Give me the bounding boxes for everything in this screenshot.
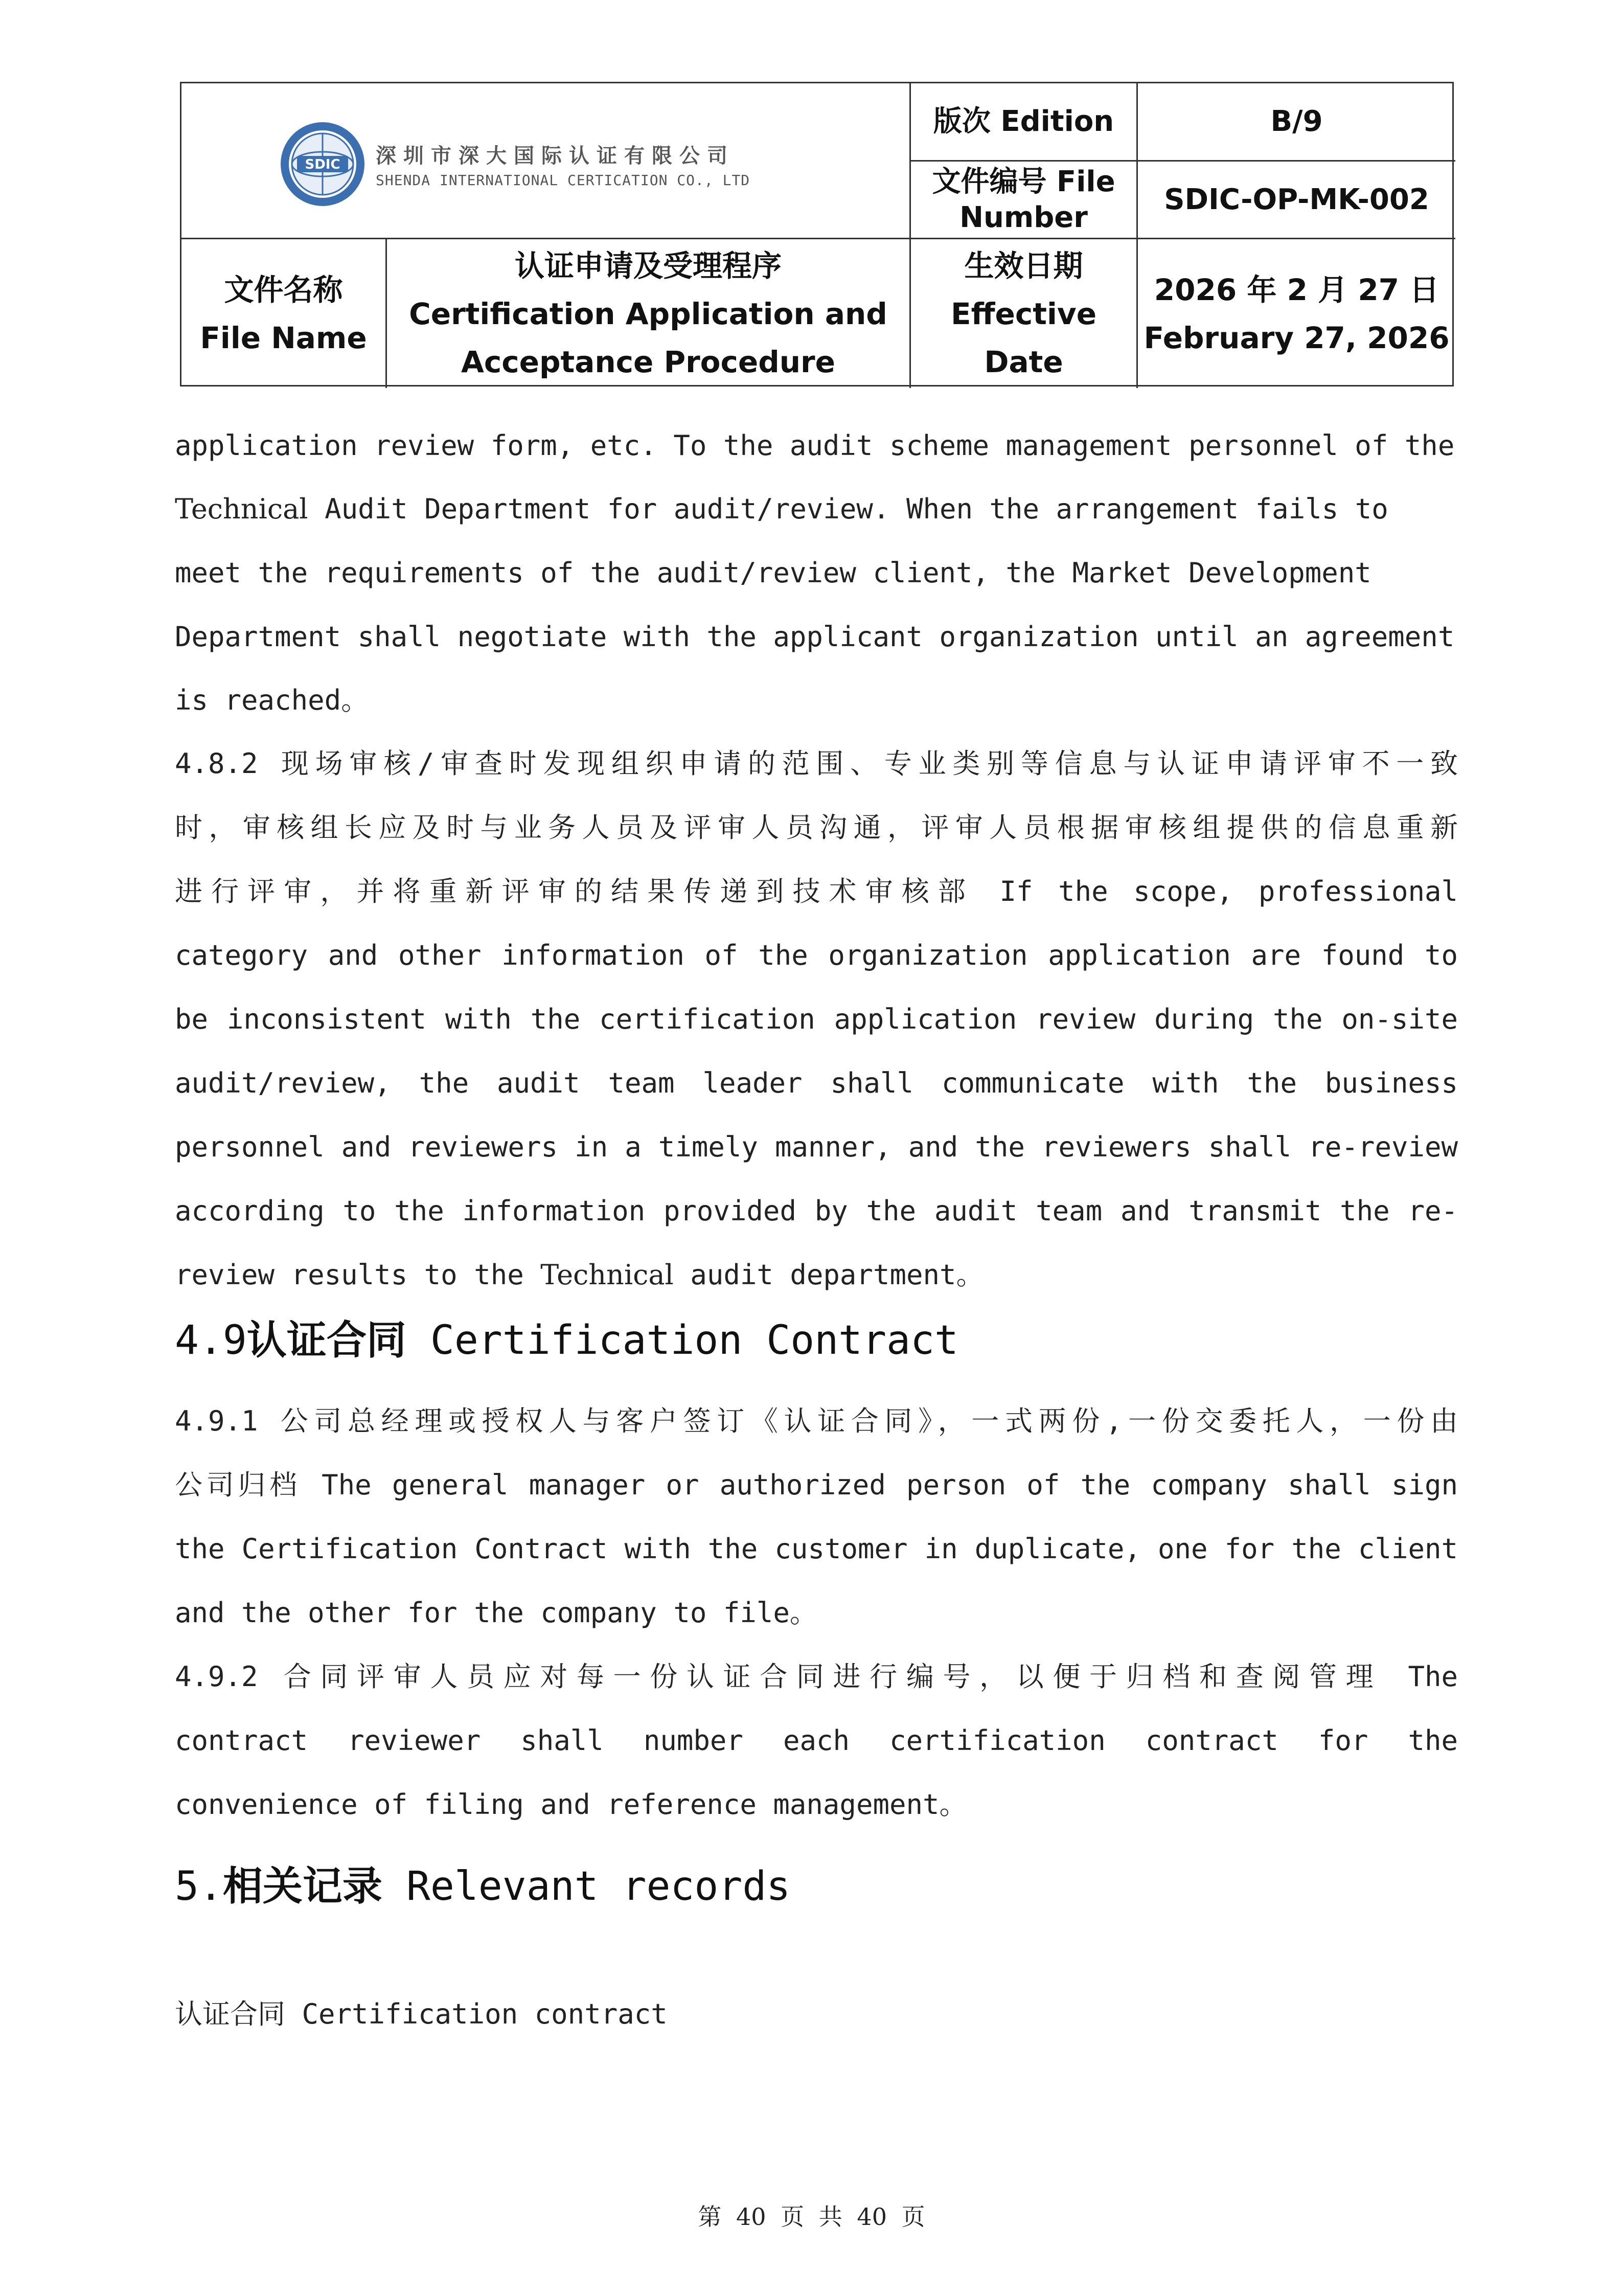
text-line: audit/review, the audit team leader shall communicate with the business [175, 1067, 1458, 1099]
text-line: be inconsistent with the certification application review during the on-site [175, 1003, 1458, 1035]
section-heading-5: 5.相关记录 Relevant records [175, 1863, 791, 1909]
effective-date-value: 2026 年 2 月 27 日 February 27, 2026 [1144, 272, 1450, 355]
company-logo-cell [181, 83, 909, 238]
file-name-label: 文件名称 File Name [200, 272, 367, 355]
text-line: 公司归档 The general manager or authorized person of the company shall sign [175, 1469, 1458, 1501]
file-number-label: 文件编号 File Number [932, 165, 1115, 234]
text-line: 4.9.1 公司总经理或授权人与客户签订《认证合同》，一式两份,一份交委托人，一份由 [175, 1405, 1458, 1437]
edition-value: B/9 [1270, 105, 1323, 138]
text-line: 进行评审，并将重新评审的结果传递到技术审核部 If the scope, professional [175, 875, 1458, 907]
edition-label: 版次 Edition [933, 105, 1114, 138]
text-line: category and other information of the organization application are found to [175, 939, 1458, 971]
text-line: contract reviewer shall number each certification contract for the [175, 1724, 1458, 1757]
text-line: is reached。 [175, 684, 369, 716]
company-name-en: SHENDA INTERNATIONAL CERTICATION CO., LTD [376, 172, 750, 189]
text-line: according to the information provided by the audit team and transmit the re- [175, 1195, 1458, 1227]
text-line: Department shall negotiate with the applicant organization until an agreement [175, 621, 1455, 653]
text-line: 4.9.2 合同评审人员应对每一份认证合同进行编号，以便于归档和查阅管理 The [175, 1661, 1458, 1693]
section-heading-4-9: 4.9认证合同 Certification Contract [175, 1317, 958, 1363]
document-header-table [180, 82, 1454, 387]
text-line: 认证合同 Certification contract [175, 1998, 668, 2030]
text-line: personnel and reviewers in a timely manner, and the reviewers shall re-review [175, 1131, 1458, 1163]
text-line: 时，审核组长应及时与业务人员及评审人员沟通，评审人员根据审核组提供的信息重新 [175, 811, 1458, 844]
file-name-value: 认证申请及受理程序 Certification Application and Acceptance Procedure [409, 248, 887, 379]
text-line: convenience of filing and reference management。 [175, 1788, 967, 1821]
text-line: meet the requirements of the audit/review client, the Market Development [175, 557, 1371, 589]
company-name-cn: 深圳市深大国际认证有限公司 [376, 144, 735, 168]
text-line: and the other for the company to file。 [175, 1597, 817, 1629]
page-number-footer: 第 40 页 共 40 页 [698, 2203, 925, 2231]
text-line: 4.8.2 现场审核/审查时发现组织申请的范围、专业类别等信息与认证申请评审不一致 [175, 747, 1458, 780]
effective-date-label: 生效日期 Effective Date [950, 248, 1097, 379]
company-logo-icon [279, 120, 367, 208]
text-line: review results to the Technical audit department。 [175, 1259, 984, 1291]
text-line: application review form, etc. To the audit scheme management personnel of the [175, 429, 1455, 462]
file-number-value: SDIC-OP-MK-002 [1164, 183, 1429, 216]
text-line: the Certification Contract with the customer in duplicate, one for the client [175, 1533, 1458, 1565]
text-line: Technical Audit Department for audit/review. When the arrangement fails to [175, 493, 1388, 525]
logo-text: SDIC [305, 157, 340, 172]
